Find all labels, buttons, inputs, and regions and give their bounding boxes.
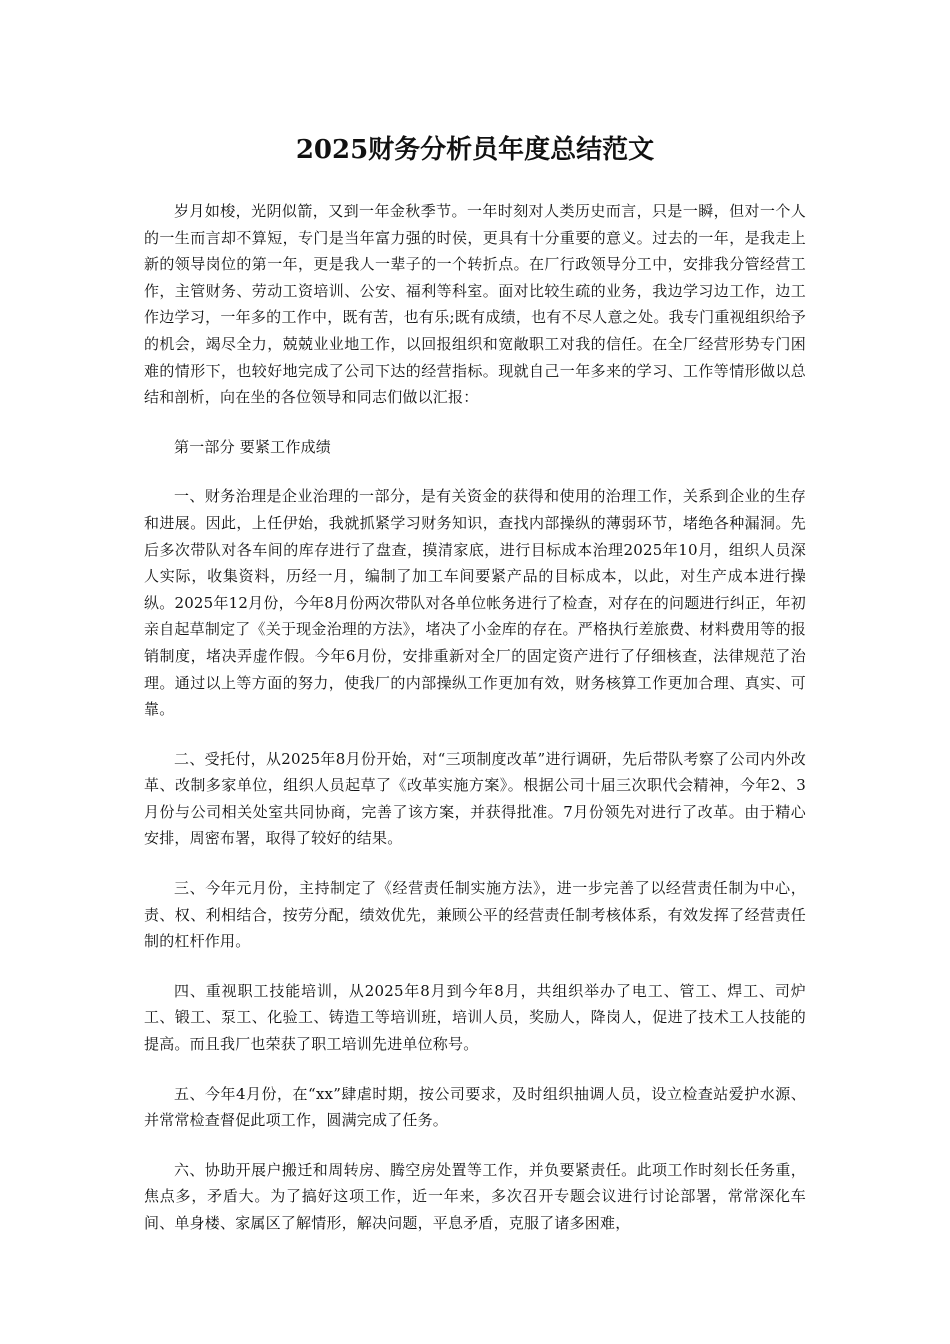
paragraph-item-4: 四、重视职工技能培训，从2025年8月到今年8月，共组织举办了电工、管工、焊工、司炉工、锻工、泵工、化验工、铸造工等培训班，培训人员，奖励人，降岗人，促进了技术工人技能的提高。而且我厂也荣获了职工培训先进单位称号。 — [144, 981, 806, 1054]
document-body — [144, 198, 806, 1260]
document-title: 2025财务分析员年度总结范文 — [295, 135, 655, 165]
paragraph-item-3: 三、今年元月份，主持制定了《经营责任制实施方法》，进一步完善了以经营责任制为中心，责、权、利相结合，按劳分配，绩效优先，兼顾公平的经营责任制考核体系，有效发挥了经营责任制的杠杆作用。 — [144, 879, 806, 951]
section-heading: 第一部分 要紧工作成绩 — [174, 437, 331, 456]
paragraph-item-6: 六、协助开展户搬迁和周转房、腾空房处置等工作，并负要紧责任。此项工作时刻长任务重，焦点多，矛盾大。为了搞好这项工作，近一年来，多次召开专题会议进行讨论部署，常常深化车间、单身楼、家属区了解情形，解决问题，平息矛盾，克服了诸多困难， — [144, 1160, 806, 1232]
paragraph-item-1: 一、财务治理是企业治理的一部分，是有关资金的获得和使用的治理工作，关系到企业的生存和进展。因此，上任伊始，我就抓紧学习财务知识，查找内部操纵的薄弱环节，堵绝各种漏洞。先后多次带队对各车间的库存进行了盘查，摸清家底，进行目标成本治理2025年10月，组织人员深人实际，收集资料，历经一月，编制了加工车间要紧产品的目标成本，以此，对生产成本进行操纵。2025年12月份，今年8月份两次带队对各单位帐务进行了检查，对存在的问题进行纠正，年初亲自起草制定了《关于现金治理的方法》，堵决了小金库的存在。严格执行差旅费、材料费用等的报销制度，堵决弄虚作假。今年6月份，安排重新对全厂的固定资产进行了仔细核查，法律规范了治理。通过以上等方面的努力，使我厂的内部操纵工作更加有效，财务核算工作更加合理、真实、可靠。 — [144, 487, 806, 719]
paragraph-item-2: 二、受托付，从2025年8月份开始，对“三项制度改革”进行调研，先后带队考察了公司内外改革、改制多家单位，组织人员起草了《改革实施方案》。根据公司十届三次职代会精神，今年2、3月份与公司相关处室共同协商，完善了该方案，并获得批准。7月份领先对进行了改革。由于精心安排，周密布署，取得了较好的结果。 — [144, 749, 806, 848]
paragraph-item-5: 五、今年4月份，在“xx”肆虐时期，按公司要求，及时组织抽调人员，设立检查站爱护水源、并常常检查督促此项工作，圆满完成了任务。 — [144, 1084, 806, 1130]
intro-paragraph: 岁月如梭，光阴似箭，又到一年金秋季节。一年时刻对人类历史而言，只是一瞬，但对一个人的一生而言却不算短，专门是当年富力强的时侯，更具有十分重要的意义。过去的一年，是我走上新的领导岗位的第一年，更是我人一辈子的一个转折点。在厂行政领导分工中，安排我分管经营工作，主管财务、劳动工资培训、公安、福利等科室。面对比较生疏的业务，我边学习边工作，边工作边学习，一年多的工作中，既有苦，也有乐;既有成绩，也有不尽人意之处。我专门重视组织给予的机会，竭尽全力，兢兢业业地工作，以回报组织和宽敞职工对我的信任。在全厂经营形势专门困难的情形下，也较好地完成了公司下达的经营指标。现就自己一年多来的学习、工作等情形做以总结和剖析，向在坐的各位领导和同志们做以汇报： — [144, 202, 806, 407]
